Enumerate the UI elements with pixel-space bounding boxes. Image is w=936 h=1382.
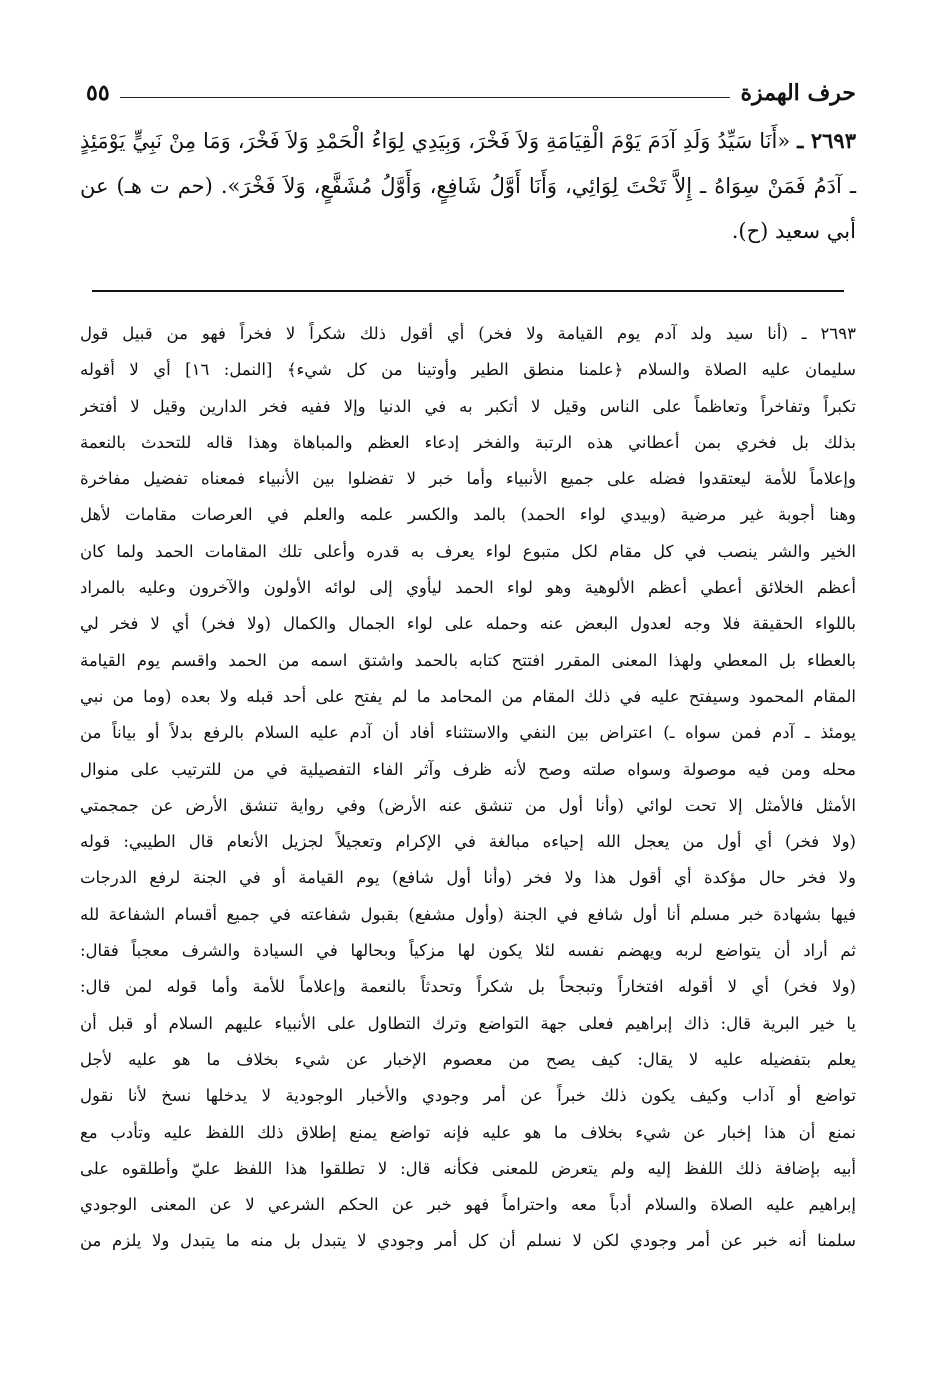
page-header — [86, 64, 856, 108]
commentary-line: وإعلاماً للأمة ليعتقدوا فضله على جميع الأنبياء وأما خبر لا تفضلوا بين الأنبياء فمعناه تفضيل مفاخرة — [80, 469, 856, 489]
commentary-line: يومئذ ـ آدم فمن سواه ـ) اعتراض بين النفي والاستثناء أفاد أن آدم عليه السلام بالرفع بدلاً أو بياناً من — [80, 723, 856, 743]
commentary-block — [80, 316, 856, 1260]
commentary-line: فيها بشهادة خبر مسلم أنا أول شافع في الجنة (وأول مشفع) بقبول شفاعته في جميع أقسام الشفاعة لله — [80, 904, 856, 924]
hadith-number: ٢٦٩٣ ـ — [797, 128, 856, 153]
header-rule — [120, 97, 731, 98]
hadith-text-block — [80, 118, 856, 254]
page-number: ٥٥ — [86, 80, 110, 106]
commentary-line: باللواء الحقيقة فلا وجه لعدول البعض عنه وحمله على لواء الجمال والكمال (ولا فخر) أي لا فخر لي — [80, 614, 856, 634]
commentary-line: (ولا فخر) أي أول من يعجل الله إحياءه مبالغة في الإكرام وتعجيلاً لجزيل الأنعام قال الطيبي: قوله — [80, 832, 856, 852]
commentary-line: تواضع أو آداب وكيف يكون ذلك خبراً عن أمر وجودي والأخبار الوجودية لا يدخلها نسخ لأنا نقول — [80, 1086, 856, 1106]
commentary-line: تكبراً وتفاخراً وتعاظماً على الناس وقيل لا أتكبر به في الدنيا وإلا ففيه فخر الدارين وقيل لا أفتخر — [80, 396, 856, 416]
commentary-line: ٢٦٩٣ ـ (أنا سيد ولد آدم يوم القيامة ولا فخر) أي أقول ذلك شكراً لا فخراً فهو من قبيل قول — [80, 324, 856, 343]
commentary-line: سلمنا أنه خبر عن أمر وجودي لكن لا نسلم أن كل أمر وجودي لا يتبدل بل منه ما يتبدل ولا يلزم من — [80, 1231, 856, 1251]
commentary-line: أبيه بإضافة ذلك اللفظ إليه ولم يتعرض للمعنى فكأنه قال: لا تطلقوا هذا اللفظ عليّ وأطلقوه على — [80, 1158, 856, 1178]
commentary-line: ولا فخر حال مؤكدة أي أقول هذا ولا فخر (وأنا أول شافع) يوم القيامة أو في الجنة لرفع الدرجات — [80, 868, 856, 888]
commentary-line: أعظم الخلائق أعطي أعظم الألوهية وهو لواء الحمد ليأوي إلى لوائه الأولون والآخرون وعليه بالمراد — [80, 578, 856, 598]
hadith-body: «أَنَا سَيِّدُ وَلَدِ آدَمَ يَوْمَ الْقِيَامَةِ وَلاَ فَخْرَ، وَبِيَدِي لِوَاءُ الْحَمْدِ وَلاَ فَخْرَ، وَمَا مِنْ نَبِيٍّ يَوْمَئِذٍ ـ آدَمُ فَمَنْ سِوَاهُ ـ إِلاَّ تَحْتَ لِوَائِي، وَأَنَا أَوَّلُ شَافِعٍ، وَأَوَّلُ مُشَفَّعٍ، وَلاَ فَخْرَ». — [80, 129, 856, 198]
chapter-title: حرف الهمزة — [740, 80, 856, 106]
section-separator — [92, 290, 844, 292]
commentary-line: بالعطاء بل المعطي ولهذا المعنى المقرر افتتح كتابه بالحمد واشتق اسمه من الحمد واقسم يوم القيامة — [80, 650, 856, 670]
commentary-line: إبراهيم عليه الصلاة والسلام أدباً معه واحتراماً فهو خبر عن الحكم الشرعي لا عن المعنى الوجودي — [80, 1195, 856, 1215]
hadith-source: (حم ت هـ) عن أبي سعيد (ح). — [80, 174, 856, 243]
commentary-line: نمنع أن هذا إخبار عن شيء بخلاف ما هو عليه فإنه تواضع يمنع إطلاق ذلك اللفظ عليه وتأدب مع — [80, 1122, 856, 1142]
commentary-line: يعلم بتفضيله عليه لا يقال: كيف يصح من معصوم الإخبار عن شيء بخلاف ما هو عليه لأجل — [80, 1049, 856, 1069]
commentary-line: ثم أراد أن يتواضع لربه ويهضم نفسه لئلا يكون لها مزكياً وبحالها في السيادة والشرف معجباً فقال: — [80, 941, 856, 961]
commentary-line: يا خير البرية قال: ذاك إبراهيم فعلى جهة التواضع وترك التطاول على الأنبياء عليهم السلام أو قبل أن — [80, 1013, 856, 1033]
commentary-line: (ولا فخر) أي لا أقوله افتخاراً وتبجحاً بل شكراً وتحدثاً بالنعمة وإعلاماً للأمة وأما قوله لمن قال: — [80, 977, 856, 997]
commentary-line: الخير والشر ينصب في كل مقام لكل متبوع لواء يعرف به قدره وأعلى تلك المقامات الحمد ولما كان — [80, 541, 856, 561]
commentary-line: سليمان عليه الصلاة والسلام ﴿علمنا منطق الطير وأوتينا من كل شيء﴾ [النمل: ١٦] أي لا أقوله — [80, 360, 856, 380]
commentary-line: المقام المحمود وسيفتح عليه في ذلك المقام من المحامد ما لم يفتح على أحد قبله ولا بعده (وما من نبي — [80, 686, 856, 706]
commentary-line: محله ومن فيه موصولة وسواه صلته وصح لأنه ظرف وآثر الفاء التفصيلية في من للترتيب على منوال — [80, 759, 856, 779]
commentary-line: بذلك بل فخري بمن أعطاني هذه الرتبة والفخر إدعاء العظم والمباهاة وهذا قاله للتحدث بالنعمة — [80, 432, 856, 452]
commentary-line: وهنا أجوبة غير مرضية (وبيدي لواء الحمد) بالمد والكسر علمه والعلم في العرصات مقامات لأهل — [80, 505, 856, 525]
commentary-line: الأمثل فالأمثل إلا تحت لوائي (وأنا أول من تنشق عنه الأرض) وفي رواية تنشق الأرض عن جمجمتي — [80, 795, 856, 815]
